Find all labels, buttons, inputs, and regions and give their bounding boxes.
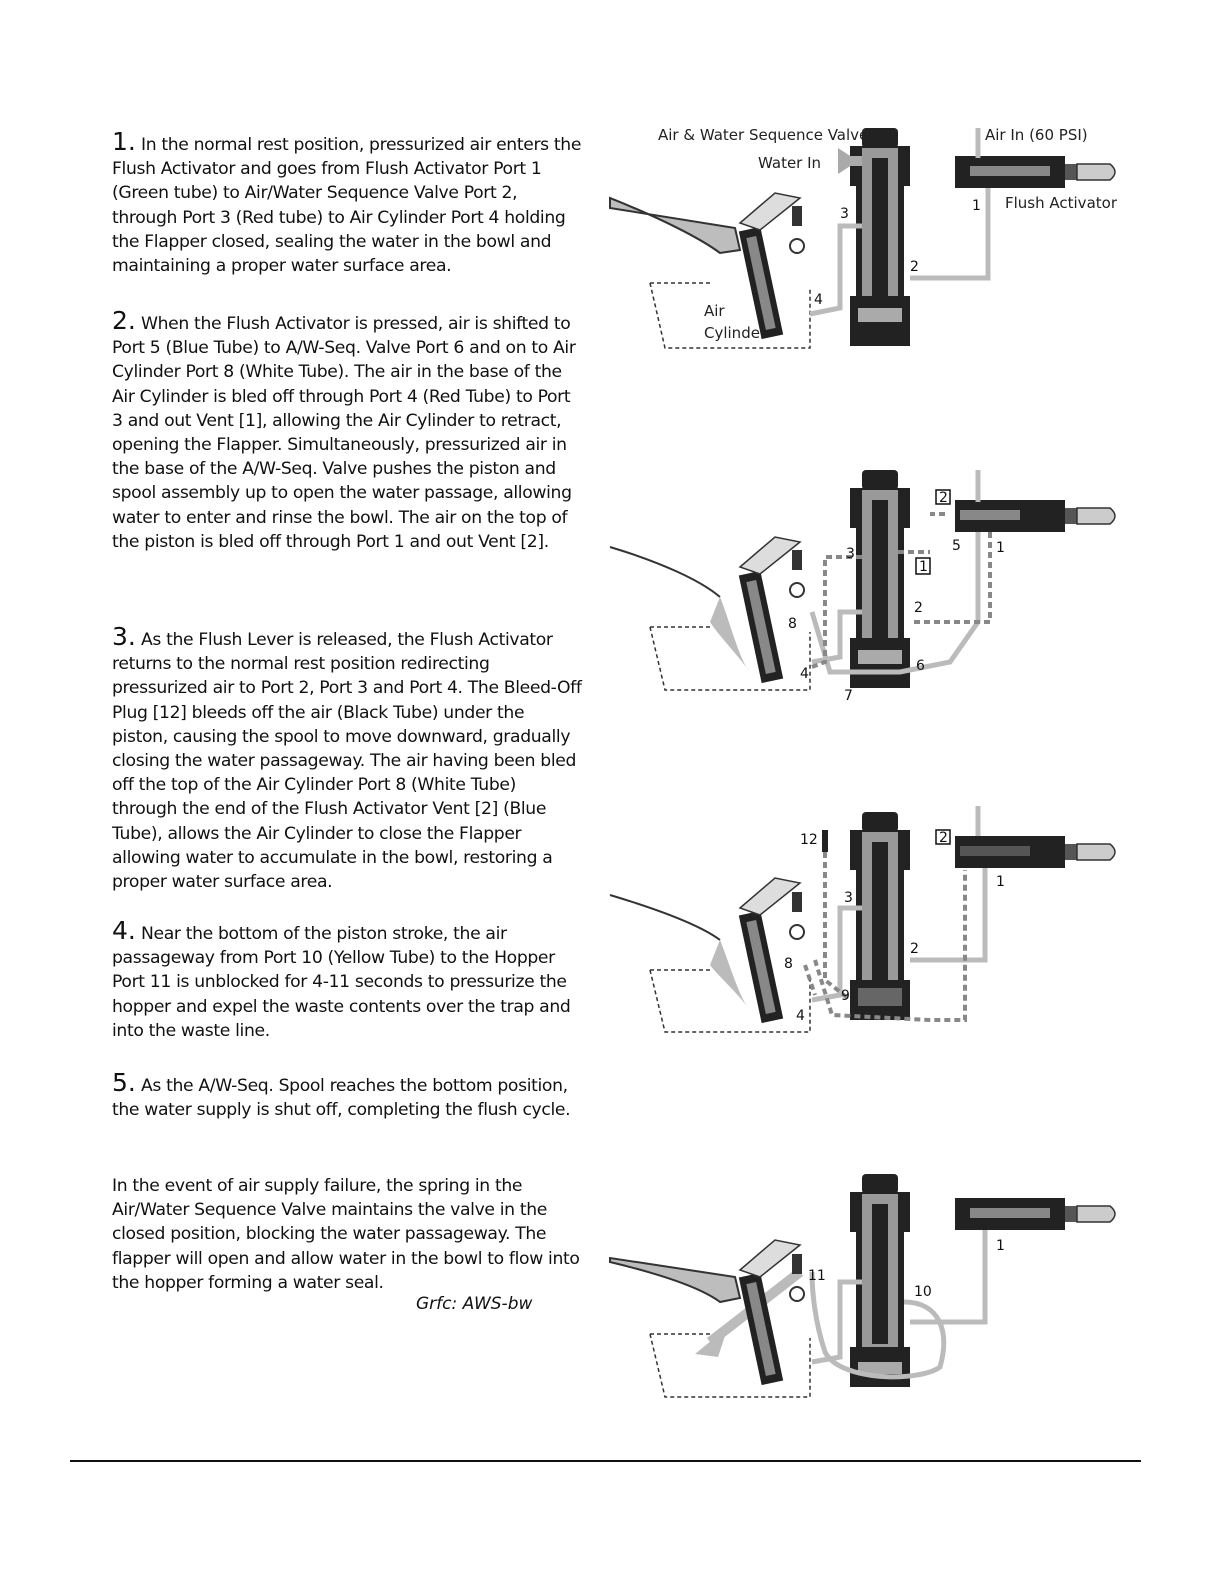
flush-activator xyxy=(955,156,1115,188)
label-water-in: Water In xyxy=(758,154,822,172)
step-1: 1. In the normal rest position, pressurized air enters the Flush Activator and goes from Flush Activator Port 1 (Green tube) to Air/Water Sequence Valve Port 2, through Port 3 (Red tube) to Air Cylinder Port 4 holding the Flapper closed, sealing the water in the bowl and maintaining a proper water surface area. xyxy=(112,127,582,277)
water-flow xyxy=(710,940,750,1010)
port-12: 12 xyxy=(800,832,818,848)
port-5: 5 xyxy=(952,538,961,554)
diagram-activator-pressed xyxy=(600,462,1130,722)
air-cylinder xyxy=(739,537,804,683)
port-1: 1 xyxy=(996,540,1005,556)
port-2: 2 xyxy=(910,259,919,275)
waste-arrow-head xyxy=(695,1327,728,1357)
label-air-in: Air In (60 PSI) xyxy=(985,126,1088,144)
air-cylinder xyxy=(739,1240,804,1385)
port-9: 9 xyxy=(841,988,850,1004)
water-flow xyxy=(710,597,750,672)
step-2: 2. When the Flush Activator is pressed, air is shifted to Port 5 (Blue Tube) to A/W-Seq. Valve Port 6 and on to Air Cylinder Port 8 (White Tube). The air in the base of the Air Cylinder is bled off through Port 4 (Red Tube) to Port 3 and out Vent [1], allowing the Air Cylinder to retract, opening the Flapper. Simultaneously, pressurized air in the base of the A/W-Seq. Valve pushes the piston and spool assembly up to open the water passage, allowing water to enter and rinse the bowl. The air on the top of the piston is bled off through Port 1 and out Vent [2]. xyxy=(112,306,576,552)
label-sequence-valve: Air & Water Sequence Valve xyxy=(658,126,869,144)
air-cylinder xyxy=(739,878,804,1023)
sequence-valve xyxy=(850,812,910,1020)
vent-2: 2 xyxy=(939,830,948,846)
air-cylinder xyxy=(739,193,804,339)
port-2: 2 xyxy=(910,941,919,957)
vent-1: 1 xyxy=(919,559,928,575)
flush-activator xyxy=(955,1198,1115,1230)
bowl xyxy=(610,895,720,940)
port-6: 6 xyxy=(916,658,925,674)
port-8: 8 xyxy=(788,616,797,632)
port-11: 11 xyxy=(808,1268,826,1284)
flush-activator xyxy=(955,836,1115,868)
diagram-4-svg xyxy=(600,1162,1130,1422)
hopper-outline xyxy=(650,1334,810,1397)
diagram-1-svg xyxy=(600,118,1130,378)
label-flush-activator: Flush Activator xyxy=(1005,194,1117,212)
step-4: 4. Near the bottom of the piston stroke, the air passageway from Port 10 (Yellow Tube) to the Hopper Port 11 is unblocked for 4-11 seconds to pressurize the hopper and expel the waste contents over the trap and into the waste line. xyxy=(112,916,571,1041)
port-8: 8 xyxy=(784,956,793,972)
diagram-hopper-purge xyxy=(600,1162,1130,1422)
diagram-2-svg xyxy=(600,462,1130,722)
bowl xyxy=(610,1258,740,1302)
bleed-off-plug xyxy=(822,830,828,852)
vent-2: 2 xyxy=(939,490,948,506)
label-cylinder: Cylinder xyxy=(704,324,767,342)
port-3: 3 xyxy=(846,546,855,562)
port-1: 1 xyxy=(996,874,1005,890)
port-10: 10 xyxy=(914,1284,932,1300)
port-4: 4 xyxy=(800,666,809,682)
bowl xyxy=(610,198,740,253)
sequence-valve xyxy=(850,470,910,688)
port-2: 2 xyxy=(914,600,923,616)
port-1: 1 xyxy=(972,198,981,214)
flush-activator xyxy=(955,500,1115,532)
step-3: 3. As the Flush Lever is released, the Flush Activator returns to the normal rest position redirecting pressurized air to Port 2, Port 3 and Port 4. The Bleed-Off Plug [12] bleeds off the air (Black Tube) under the piston, causing the spool to move downward, gradually closing the water passageway. The air having been bled off the top of the Air Cylinder Port 8 (White Tube) through the end of the Flush Activator Vent [2] (Blue Tube), allows the Air Cylinder to close the Flapper allowing water to accumulate in the bowl, restoring a proper water surface area. xyxy=(112,622,582,893)
diagram-rest-position xyxy=(600,118,1130,378)
port-3: 3 xyxy=(840,206,849,222)
port-4: 4 xyxy=(796,1008,805,1024)
port-1: 1 xyxy=(996,1238,1005,1254)
step-5: 5. As the A/W-Seq. Spool reaches the bottom position, the water supply is shut off, completing the flush cycle. xyxy=(112,1068,571,1121)
bowl xyxy=(610,547,720,597)
graphic-credit: Grfc: AWS-bw xyxy=(416,1294,533,1314)
footer-rule xyxy=(70,1460,1141,1462)
port-7: 7 xyxy=(844,688,853,704)
air-failure-note: In the event of air supply failure, the spring in the Air/Water Sequence Valve maintains the valve in the closed position, blocking the water passageway. The flapper will open and allow water in the bowl to flow into the hopper forming a water seal. xyxy=(112,1176,580,1293)
label-air: Air xyxy=(704,302,725,320)
port-4: 4 xyxy=(814,292,823,308)
diagram-lever-released xyxy=(600,800,1130,1060)
diagram-3-svg xyxy=(600,800,1130,1060)
port-3: 3 xyxy=(844,890,853,906)
